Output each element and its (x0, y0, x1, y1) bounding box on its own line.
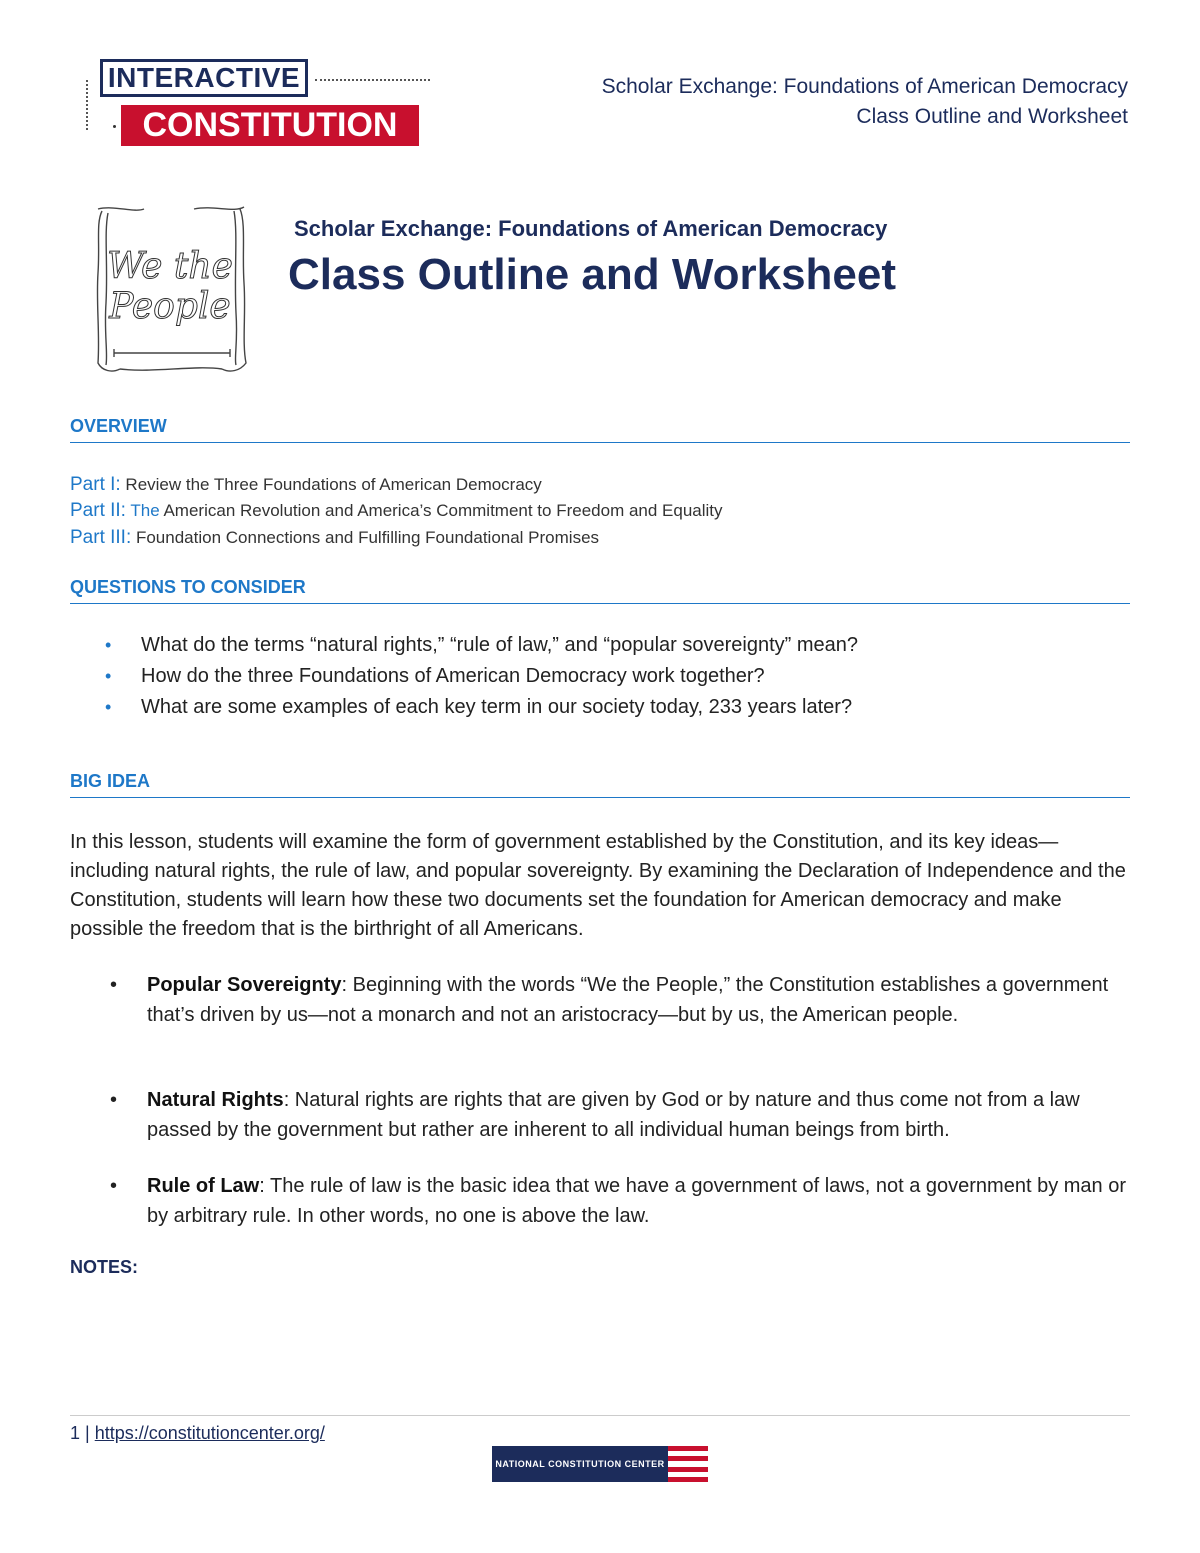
running-header-line1: Scholar Exchange: Foundations of American Democracy (601, 75, 1128, 98)
questions-heading: QUESTIONS TO CONSIDER (70, 577, 1130, 604)
bullet-icon: • (105, 635, 112, 655)
seal-text-we-the: We the (107, 246, 233, 287)
logo-decor-dot (113, 125, 116, 128)
question-item (105, 634, 858, 657)
idea-term: Popular Sovereignty (147, 974, 342, 996)
footer-divider (70, 1415, 1130, 1416)
we-the-people-seal-icon (84, 203, 256, 377)
part-text: American Revolution and America’s Commitment to Freedom and Equality (159, 501, 723, 520)
idea-text: : Beginning with the words “We the People,” the Constitution establishes a government that’s driven by us—not a monarch and not an aristocracy—but by us, the American people. (147, 974, 1109, 1026)
page-number: 1 (70, 1423, 81, 1443)
bullet-icon: • (110, 974, 118, 996)
document-title: Class Outline and Worksheet (288, 250, 897, 299)
logo-decor-line (315, 79, 430, 81)
idea-body (147, 1171, 1132, 1231)
idea-term: Rule of Law (147, 1175, 260, 1197)
question-item (105, 665, 765, 688)
part-prefix: The (125, 501, 160, 520)
part-text: Foundation Connections and Fulfilling Foundational Promises (131, 528, 600, 547)
part-label: Part III: (70, 527, 132, 548)
idea-natural-rights (110, 1085, 1132, 1145)
big-idea-paragraph: In this lesson, students will examine the form of government established by the Constitution, and its key ideas—including natural rights, the rule of law, and popular sovereignty. By examining the Declaration of Independence and the Constitution, students will learn how these two documents set the foundation for American democracy and make possible the freedom that is the birthright of all Americans. (70, 831, 1126, 940)
idea-rule-of-law (110, 1171, 1132, 1231)
logo-decor-line (86, 80, 88, 130)
bullet-icon: • (110, 1175, 118, 1197)
ncc-logo-text: NATIONAL CONSTITUTION CENTER (492, 1446, 668, 1482)
footer-text (70, 1423, 325, 1444)
idea-popular-sovereignty (110, 970, 1132, 1030)
bullet-icon: • (105, 697, 112, 717)
idea-text: : Natural rights are rights that are given by God or by nature and thus come not from a law passed by the government but rather are inherent to all individual human beings from birth. (147, 1089, 1080, 1141)
idea-body (147, 970, 1132, 1030)
idea-term: Natural Rights (147, 1089, 284, 1111)
idea-body (147, 1085, 1132, 1145)
running-header (602, 72, 1128, 132)
question-text: What do the terms “natural rights,” “rule of law,” and “popular sovereignty” mean? (141, 634, 858, 656)
seal-text-people: People (109, 286, 231, 327)
flag-stripes-icon (668, 1446, 708, 1482)
question-text: How do the three Foundations of American Democracy work together? (141, 665, 765, 687)
big-idea-heading: BIG IDEA (70, 771, 1130, 798)
overview-part-3 (70, 527, 599, 549)
national-constitution-center-logo (492, 1446, 708, 1482)
overview-heading: OVERVIEW (70, 416, 1130, 443)
question-text: What are some examples of each key term in our society today, 233 years later? (141, 696, 853, 718)
idea-text: : The rule of law is the basic idea that we have a government of laws, not a government by man or by arbitrary rule. In other words, no one is above the law. (147, 1175, 1127, 1227)
logo-interactive: INTERACTIVE (100, 59, 308, 97)
overview-part-1 (70, 474, 542, 496)
footer-url-link[interactable]: https://constitutioncenter.org/ (94, 1423, 325, 1443)
overview-part-2 (70, 500, 723, 522)
bullet-icon: • (110, 1089, 118, 1111)
footer-separator: | (80, 1423, 95, 1443)
document-subtitle: Scholar Exchange: Foundations of American Democracy (294, 216, 888, 241)
bullet-icon: • (105, 666, 112, 686)
part-label: Part I: (70, 474, 121, 495)
question-item (105, 696, 852, 719)
part-label: Part II: (70, 500, 126, 521)
running-header-line2: Class Outline and Worksheet (856, 105, 1128, 128)
logo-constitution: CONSTITUTION (121, 105, 419, 146)
notes-label: NOTES: (70, 1257, 139, 1277)
part-text: Review the Three Foundations of American Democracy (120, 475, 542, 494)
